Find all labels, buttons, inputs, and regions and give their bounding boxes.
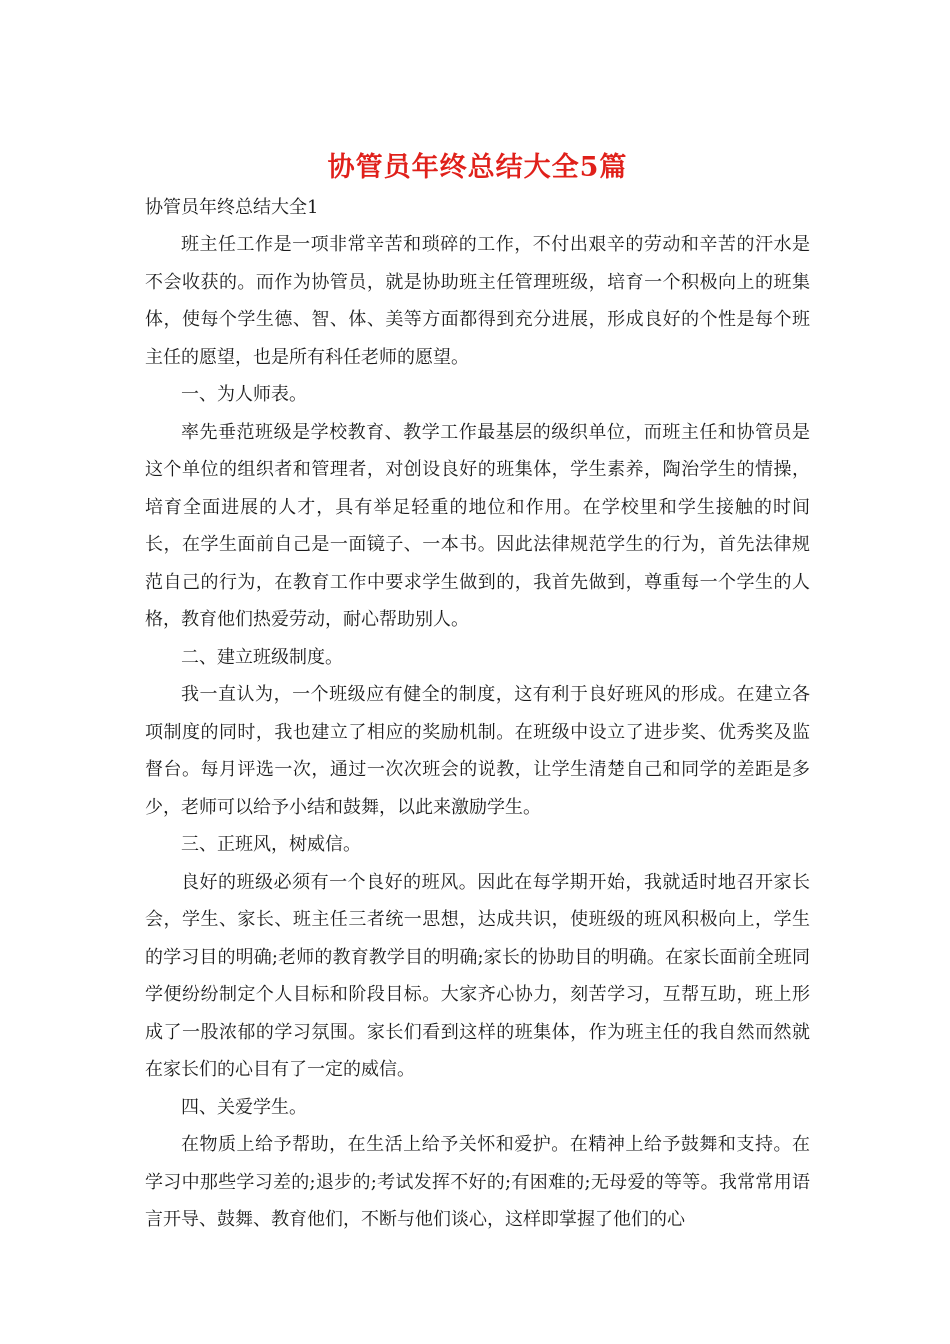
document-page — [145, 150, 810, 1239]
paragraph-intro: 班主任工作是一项非常辛苦和琐碎的工作，不付出艰辛的劳动和辛苦的汗水是不会收获的。而作为协管员，就是协助班主任管理班级，培育一个积极向上的班集体，使每个学生德、智、体、美等方面都得到充分进展，形成良好的个性是每个班主任的愿望，也是所有科任老师的愿望。 — [145, 234, 810, 368]
document-subtitle: 协管员年终总结大全1 — [145, 197, 319, 218]
section-heading-3: 三、正班风，树威信。 — [181, 834, 361, 855]
paragraph-section-3: 良好的班级必须有一个良好的班风。因此在每学期开始，我就适时地召开家长会，学生、家长、班主任三者统一思想，达成共识，使班级的班风积极向上，学生的学习目的明确;老师的教育教学目的明确;家长的协助目的明确。在家长面前全班同学便纷纷制定个人目标和阶段目标。大家齐心协力，刻苦学习，互帮互助，班上形成了一股浓郁的学习氛围。家长们看到这样的班集体，作为班主任的我自然而然就在家长们的心目有了一定的威信。 — [145, 871, 810, 1080]
section-heading-2: 二、建立班级制度。 — [181, 646, 343, 668]
document-title: 协管员年终总结大全5篇 — [327, 152, 628, 183]
section-heading-1: 一、为人师表。 — [181, 384, 307, 405]
section-heading-4: 四、关爱学生。 — [181, 1096, 307, 1118]
paragraph-section-4: 在物质上给予帮助，在生活上给予关怀和爱护。在精神上给予鼓舞和支持。在学习中那些学习差的;退步的;考试发挥不好的;有困难的;无母爱的等等。我常常用语言开导、鼓舞、教育他们，不断与他们谈心，这样即掌握了他们的心 — [145, 1134, 810, 1230]
paragraph-section-2: 我一直认为，一个班级应有健全的制度，这有利于良好班风的形成。在建立各项制度的同时，我也建立了相应的奖励机制。在班级中设立了进步奖、优秀奖及监督台。每月评选一次，通过一次次班会的说教，让学生清楚自己和同学的差距是多少，老师可以给予小结和鼓舞，以此来激励学生。 — [145, 684, 810, 818]
paragraph-section-1: 率先垂范班级是学校教育、教学工作最基层的级织单位，而班主任和协管员是这个单位的组织者和管理者，对创设良好的班集体，学生素养，陶治学生的情操，培育全面进展的人才，具有举足轻重的地位和作用。在学校里和学生接触的时间长，在学生面前自己是一面镜子、一本书。因此法律规范学生的行为，首先法律规范自己的行为，在教育工作中要求学生做到的，我首先做到，尊重每一个学生的人格，教育他们热爱劳动，耐心帮助别人。 — [145, 421, 810, 630]
